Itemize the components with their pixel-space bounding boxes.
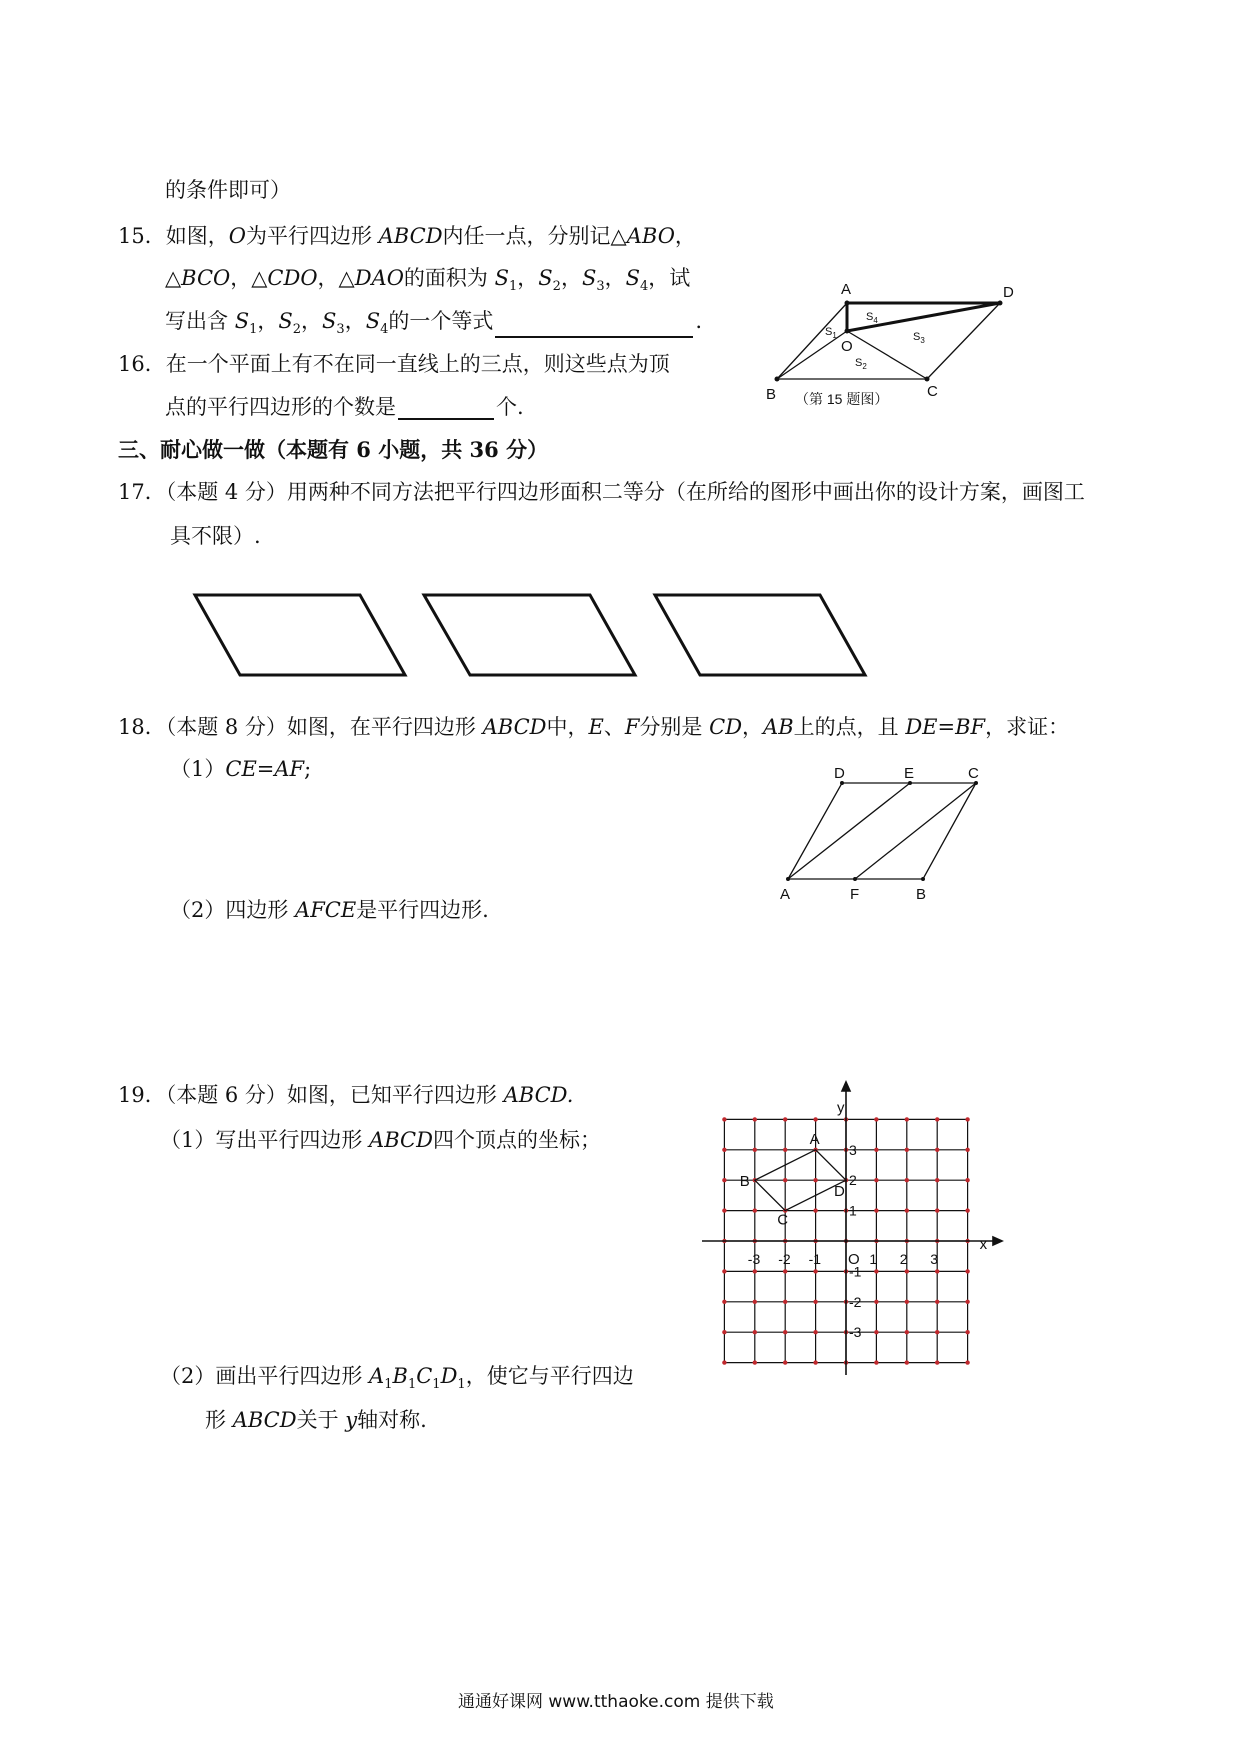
q15-line1: 15．如图，O为平行四边形 ABCD内任一点，分别记△ABO，: [118, 224, 696, 248]
q18-part1: （1）CE=AF;: [170, 757, 312, 781]
lattice-dot[interactable]: [722, 1178, 726, 1182]
fig18-label-B: B: [916, 886, 927, 903]
q16-line2: 点的平行四边形的个数是 个.: [165, 395, 524, 419]
q16-answer-blank[interactable]: [398, 396, 494, 420]
fig15-label-O: O: [841, 338, 853, 355]
fig15-label-s3: $S_3$: [913, 331, 925, 345]
fig19-x-tick: 2: [899, 1251, 908, 1267]
lattice-dot[interactable]: [813, 1300, 817, 1304]
lattice-dot[interactable]: [753, 1208, 757, 1212]
lattice-dot[interactable]: [874, 1148, 878, 1152]
lattice-dot[interactable]: [753, 1269, 757, 1273]
fig19-x-tick: 1: [869, 1251, 878, 1267]
lattice-dot[interactable]: [722, 1208, 726, 1212]
fig19-x-tick: -2: [778, 1251, 791, 1267]
lattice-dot[interactable]: [813, 1330, 817, 1334]
fig19-y-tick: -2: [849, 1293, 862, 1310]
q16-line1: 16．在一个平面上有不在同一直线上的三点，则这些点为顶: [118, 352, 670, 376]
q19-part1: （1）写出平行四边形 ABCD四个顶点的坐标；: [160, 1128, 601, 1152]
lattice-dot[interactable]: [874, 1360, 878, 1364]
q19-part2: （2）画出平行四边形 $A_1B_1C_1D_1$，使它与平行四边: [160, 1364, 634, 1393]
lattice-dot[interactable]: [935, 1269, 939, 1273]
q18-line1: 18．（本题 8 分）如图，在平行四边形 ABCD中，E、F分别是 CD，AB上的点，且 DE=BF，求证：: [118, 715, 1070, 739]
lattice-dot[interactable]: [935, 1360, 939, 1364]
fig19-y-tick: 3: [849, 1141, 857, 1158]
fig15-label-s2: $S_2$: [855, 357, 867, 371]
lattice-dot[interactable]: [965, 1330, 969, 1334]
fig19-label-D: D: [834, 1183, 845, 1201]
fig19-label-A: A: [809, 1130, 820, 1148]
lattice-dot[interactable]: [935, 1178, 939, 1182]
lattice-dot[interactable]: [813, 1360, 817, 1364]
lattice-dot[interactable]: [905, 1178, 909, 1182]
lattice-dot[interactable]: [965, 1208, 969, 1212]
fig19-x-tick: -1: [808, 1251, 822, 1267]
fig19-x-tick: 3: [930, 1251, 938, 1267]
lattice-dot[interactable]: [965, 1178, 969, 1182]
lattice-dot[interactable]: [753, 1330, 757, 1334]
lattice-dot[interactable]: [722, 1269, 726, 1273]
fig19-label-B: B: [739, 1173, 750, 1191]
fig18-label-C: C: [968, 765, 979, 782]
q18-part2: （2）四边形 AFCE是平行四边形.: [170, 898, 489, 922]
fig15-label-B: B: [766, 386, 777, 403]
fig15-label-s4: $S_4$: [866, 311, 878, 325]
lattice-dot[interactable]: [783, 1117, 787, 1121]
lattice-dot[interactable]: [935, 1117, 939, 1121]
fig18-label-E: E: [904, 765, 915, 782]
footer-source: 通通好课网 www.tthaoke.com 提供下载: [458, 1692, 774, 1712]
fig15-label-C: C: [927, 383, 938, 400]
fig18-label-D: D: [834, 765, 845, 782]
lattice-dot[interactable]: [935, 1148, 939, 1152]
q14-tail: 的条件即可）: [165, 178, 291, 202]
q17-line2: 具不限）.: [170, 524, 261, 548]
lattice-dot[interactable]: [753, 1360, 757, 1364]
lattice-dot[interactable]: [753, 1300, 757, 1304]
fig19-y-tick: 2: [849, 1172, 857, 1189]
q15-line2: △BCO，△CDO，△DAO的面积为 $S_1$，$S_2$，$S_3$，$S_4$，试: [165, 266, 691, 295]
q17-parallelograms: [190, 590, 880, 680]
lattice-dot[interactable]: [905, 1330, 909, 1334]
lattice-dot[interactable]: [874, 1330, 878, 1334]
lattice-dot[interactable]: [874, 1178, 878, 1182]
lattice-dot[interactable]: [905, 1300, 909, 1304]
lattice-dot[interactable]: [935, 1330, 939, 1334]
lattice-dot[interactable]: [874, 1208, 878, 1212]
lattice-dot[interactable]: [965, 1300, 969, 1304]
lattice-dot[interactable]: [905, 1208, 909, 1212]
lattice-dot[interactable]: [783, 1330, 787, 1334]
lattice-dot[interactable]: [783, 1360, 787, 1364]
lattice-dot[interactable]: [813, 1269, 817, 1273]
fig19-label-x-axis: x: [979, 1236, 988, 1253]
lattice-dot[interactable]: [935, 1208, 939, 1212]
figure-19-coordinate-grid[interactable]: [695, 1075, 1015, 1385]
lattice-dot[interactable]: [905, 1117, 909, 1121]
lattice-dot[interactable]: [905, 1269, 909, 1273]
lattice-dot[interactable]: [965, 1360, 969, 1364]
lattice-dot[interactable]: [722, 1148, 726, 1152]
fig19-y-tick: -1: [849, 1263, 862, 1280]
fig18-label-F: F: [850, 886, 860, 903]
lattice-dot[interactable]: [753, 1148, 757, 1152]
lattice-dot[interactable]: [813, 1117, 817, 1121]
q15-answer-blank[interactable]: [495, 314, 693, 338]
lattice-dot[interactable]: [783, 1148, 787, 1152]
lattice-dot[interactable]: [874, 1269, 878, 1273]
lattice-dot[interactable]: [813, 1208, 817, 1212]
section-3-heading: 三、耐心做一做（本题有 6 小题，共 36 分）: [118, 437, 549, 462]
lattice-dot[interactable]: [722, 1330, 726, 1334]
lattice-dot[interactable]: [965, 1148, 969, 1152]
lattice-dot[interactable]: [874, 1300, 878, 1304]
lattice-dot[interactable]: [722, 1360, 726, 1364]
lattice-dot[interactable]: [813, 1178, 817, 1182]
lattice-dot[interactable]: [783, 1178, 787, 1182]
lattice-dot[interactable]: [753, 1117, 757, 1121]
lattice-dot[interactable]: [965, 1269, 969, 1273]
fig15-caption: （第 15 题图）: [795, 391, 889, 407]
lattice-dot[interactable]: [783, 1300, 787, 1304]
figure-18: [770, 760, 990, 910]
fig15-label-A: A: [841, 281, 852, 298]
lattice-dot[interactable]: [905, 1360, 909, 1364]
q19-line1: 19．（本题 6 分）如图，已知平行四边形 ABCD.: [118, 1083, 574, 1107]
q17-line1: 17．（本题 4 分）用两种不同方法把平行四边形面积二等分（在所给的图形中画出你的设计方案，画图工: [118, 480, 1085, 504]
q17-parallelogram-2[interactable]: [424, 595, 635, 675]
fig19-x-tick: -3: [747, 1251, 761, 1267]
fig19-label-y-axis: y: [837, 1099, 845, 1117]
q15-line3: 写出含 $S_1$，$S_2$，$S_3$，$S_4$的一个等式 .: [165, 309, 703, 338]
lattice-dot[interactable]: [965, 1117, 969, 1121]
figure-15: [755, 275, 1035, 410]
lattice-dot[interactable]: [935, 1300, 939, 1304]
fig19-label-origin: O: [848, 1251, 860, 1268]
lattice-dot[interactable]: [905, 1148, 909, 1152]
lattice-dot[interactable]: [722, 1117, 726, 1121]
q17-parallelogram-3[interactable]: [655, 595, 865, 675]
fig15-label-s1: $S_1$: [825, 326, 837, 340]
lattice-dot[interactable]: [722, 1300, 726, 1304]
fig15-label-D: D: [1003, 284, 1014, 301]
lattice-dot[interactable]: [783, 1269, 787, 1273]
fig19-y-tick: -3: [849, 1324, 862, 1341]
q17-parallelogram-1[interactable]: [195, 595, 405, 675]
fig19-label-C: C: [777, 1211, 789, 1229]
q19-part2-cont: 形 ABCD关于 y轴对称.: [205, 1408, 427, 1432]
fig19-y-tick: 1: [849, 1202, 857, 1219]
fig18-label-A: A: [780, 886, 791, 903]
lattice-dot[interactable]: [874, 1117, 878, 1121]
